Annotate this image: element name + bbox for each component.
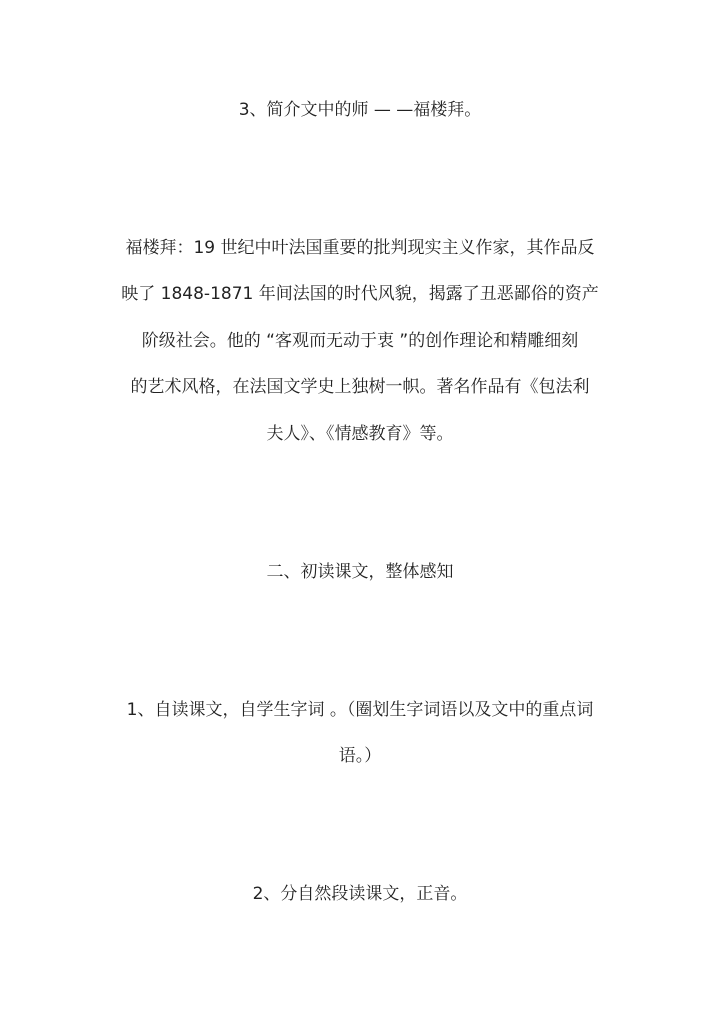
step-two-line: 2、分自然段读课文，正音。 — [252, 884, 468, 904]
paragraph-line: 1、自读课文，自学生字词 。（圈划生字词语以及文中的重点词 — [126, 700, 594, 720]
paragraph-line: 阶级社会。他的 “客观而无动于衷 ”的创作理论和精雕细刻 — [141, 331, 579, 351]
paragraph-line: 的艺术风格，在法国文学史上独树一帜。著名作品有《包法利 — [130, 377, 590, 397]
section-two-title: 二、初读课文，整体感知 — [266, 562, 454, 582]
paragraph-line: 夫人》、《情感教育》等。 — [266, 424, 454, 444]
heading-teacher-intro: 3、简介文中的师 — —福楼拜。 — [238, 100, 482, 120]
paragraph-line: 映了 1848-1871 年间法国的时代风貌，揭露了丑恶鄙俗的资产 — [121, 284, 599, 304]
paragraph-line: 福楼拜：19 世纪中叶法国重要的批判现实主义作家，其作品反 — [125, 238, 595, 258]
paragraph-line: 语。） — [338, 746, 382, 766]
